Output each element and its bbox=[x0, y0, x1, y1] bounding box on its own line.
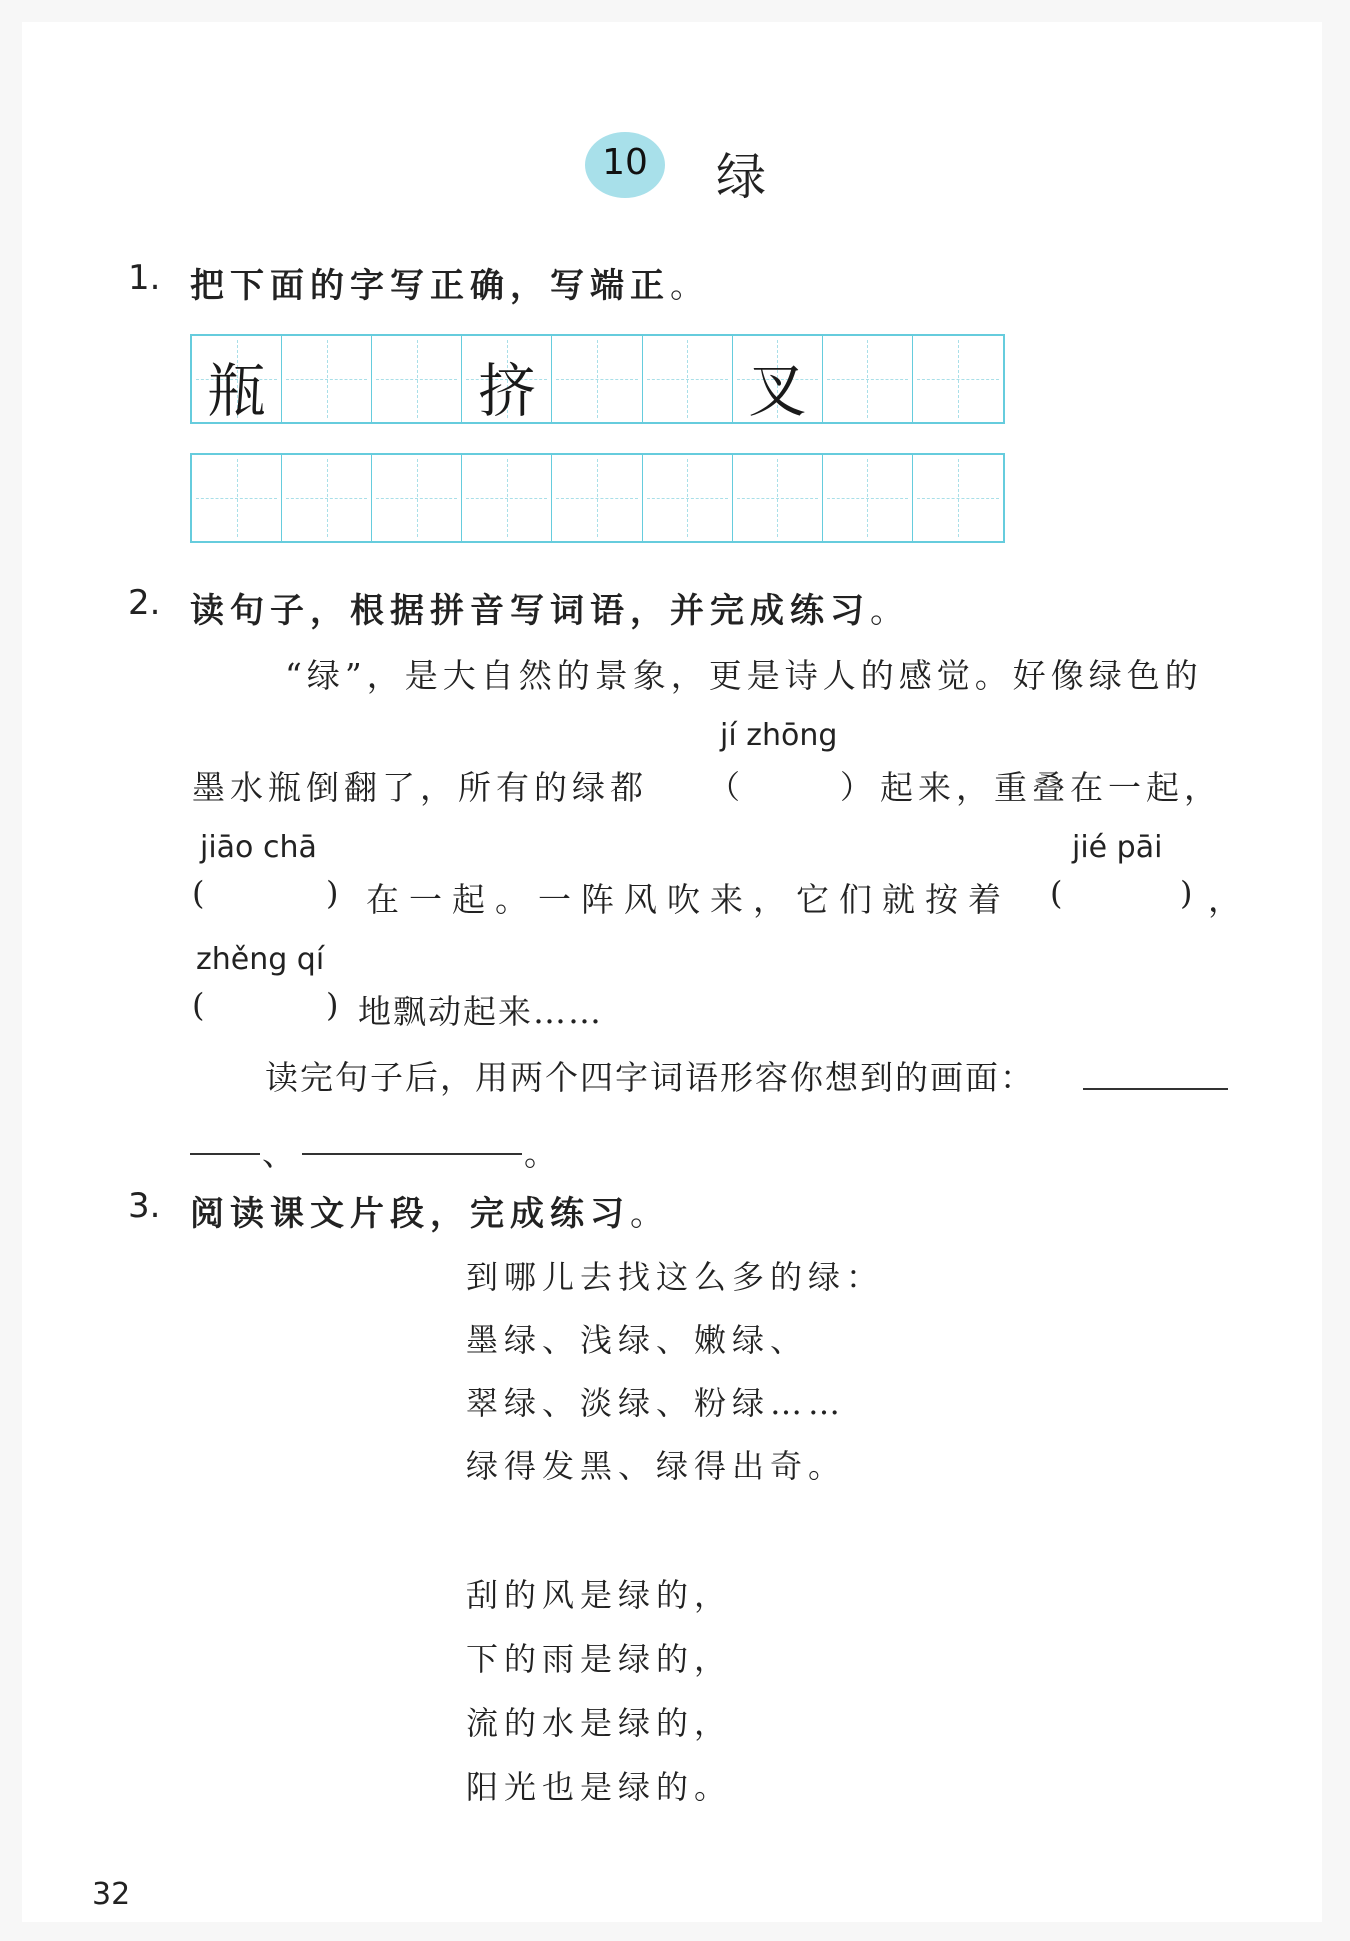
grid-cell[interactable] bbox=[462, 455, 552, 541]
q3-number: 3. bbox=[128, 1186, 161, 1226]
grid-cell[interactable] bbox=[192, 336, 282, 425]
grid-cell[interactable] bbox=[192, 455, 282, 541]
grid-cell[interactable] bbox=[372, 336, 462, 422]
q2-line-4: 地飘动起来…… bbox=[358, 992, 603, 1031]
answer-paren-open: ( bbox=[1050, 874, 1063, 912]
grid-cell[interactable] bbox=[552, 336, 642, 422]
grid-cell[interactable] bbox=[282, 336, 372, 422]
poem-line: 下的雨是绿的， bbox=[466, 1640, 733, 1678]
poem-line: 墨绿、浅绿、嫩绿、 bbox=[466, 1321, 809, 1359]
grid-cell[interactable] bbox=[462, 336, 552, 425]
model-char-1: 瓶 bbox=[207, 357, 266, 425]
answer-blank-1a[interactable] bbox=[1083, 1088, 1228, 1090]
poem-line: 刮的风是绿的， bbox=[466, 1576, 733, 1614]
pinyin-jizhong: jí zhōng bbox=[720, 718, 838, 753]
answer-slot-jizhong[interactable] bbox=[750, 762, 840, 802]
answer-paren-open: （ bbox=[708, 768, 741, 806]
grid-cell[interactable] bbox=[643, 455, 733, 541]
model-char-2: 挤 bbox=[477, 357, 536, 425]
poem-line: 到哪儿去找这么多的绿： bbox=[466, 1258, 885, 1296]
grid-cell[interactable] bbox=[823, 455, 913, 541]
answer-blank-2[interactable] bbox=[302, 1153, 522, 1155]
grid-cell[interactable] bbox=[823, 336, 913, 422]
writing-grid-row-1[interactable] bbox=[190, 334, 1005, 424]
blank-separator: 、 bbox=[262, 1134, 300, 1173]
q2-line-3a: 在一起。一阵风吹来，它们就按着 bbox=[366, 880, 1011, 919]
pinyin-zhengqi: zhěng qí bbox=[196, 942, 325, 977]
pinyin-jiaocha: jiāo chā bbox=[200, 830, 317, 865]
q1-heading: 把下面的字写正确，写端正。 bbox=[190, 266, 704, 306]
q2-heading: 读句子，根据拼音写词语，并完成练习。 bbox=[190, 591, 904, 631]
answer-paren-open: ( bbox=[192, 874, 205, 912]
grid-cell[interactable] bbox=[733, 455, 823, 541]
q3-heading: 阅读课文片段，完成练习。 bbox=[190, 1194, 664, 1234]
grid-cell[interactable] bbox=[913, 455, 1003, 541]
grid-cell[interactable] bbox=[733, 336, 823, 425]
lesson-number: 10 bbox=[602, 142, 648, 183]
q2-line-2a: 墨水瓶倒翻了，所有的绿都 bbox=[192, 768, 648, 807]
grid-cell[interactable] bbox=[372, 455, 462, 541]
grid-cell[interactable] bbox=[643, 336, 733, 422]
answer-slot-jiaocha[interactable] bbox=[215, 874, 315, 914]
q2-line-2b: 起来，重叠在一起， bbox=[880, 768, 1222, 807]
q2-number: 2. bbox=[128, 583, 161, 623]
grid-cell[interactable] bbox=[552, 455, 642, 541]
page-number: 32 bbox=[92, 1877, 131, 1912]
answer-paren-close: ) bbox=[1180, 874, 1193, 912]
answer-paren-close: ) bbox=[326, 874, 339, 912]
pinyin-jiepai: jié pāi bbox=[1072, 830, 1163, 865]
q2-line-1: “绿”，是大自然的景象，更是诗人的感觉。好像绿色的 bbox=[285, 656, 1203, 695]
blank-end-period: 。 bbox=[524, 1134, 562, 1173]
lesson-title: 绿 bbox=[716, 148, 766, 206]
answer-blank-1b[interactable] bbox=[190, 1153, 260, 1155]
q2-line-3b: ， bbox=[1208, 880, 1246, 919]
grid-cell[interactable] bbox=[282, 455, 372, 541]
answer-paren-open: ( bbox=[192, 986, 205, 1024]
q1-number: 1. bbox=[128, 258, 161, 298]
writing-grid-row-2[interactable] bbox=[190, 453, 1005, 543]
model-char-3: 叉 bbox=[748, 357, 807, 425]
poem-line: 阳光也是绿的。 bbox=[466, 1768, 733, 1806]
answer-slot-jiepai[interactable] bbox=[1075, 874, 1175, 914]
grid-cell[interactable] bbox=[913, 336, 1003, 422]
poem-line: 翠绿、淡绿、粉绿…… bbox=[466, 1384, 847, 1422]
answer-paren-close: ) bbox=[326, 986, 339, 1024]
poem-line: 绿得发黑、绿得出奇。 bbox=[466, 1447, 847, 1485]
answer-slot-zhengqi[interactable] bbox=[215, 986, 315, 1026]
poem-line: 流的水是绿的， bbox=[466, 1704, 733, 1742]
answer-paren-close: ） bbox=[840, 768, 873, 806]
q2-prompt: 读完句子后，用两个四字词语形容你想到的画面： bbox=[265, 1058, 1035, 1097]
